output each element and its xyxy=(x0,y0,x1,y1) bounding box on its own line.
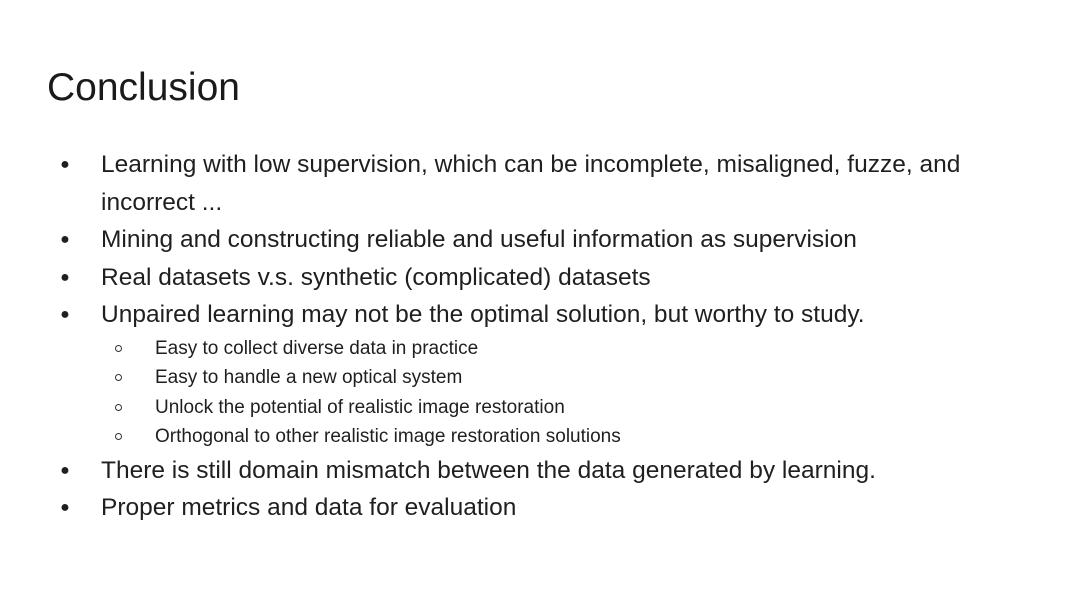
sub-bullet-text: Easy to handle a new optical system xyxy=(155,367,463,388)
sub-bullet-item xyxy=(0,363,1080,393)
bullet-text: Real datasets v.s. synthetic (complicated) datasets xyxy=(101,263,651,291)
filled-circle-bullet-icon: ● xyxy=(60,268,70,286)
sub-bullet-text: Orthogonal to other realistic image restoration solutions xyxy=(155,426,621,447)
filled-circle-bullet-icon: ● xyxy=(60,156,70,173)
bullet-item xyxy=(0,146,1080,221)
bullet-text: There is still domain mismatch between the data generated by learning. xyxy=(101,456,876,484)
bullet-item xyxy=(0,489,1080,527)
sub-bullet-item xyxy=(0,334,1080,364)
bullet-item xyxy=(0,221,1080,259)
bullet-item xyxy=(0,259,1080,297)
filled-circle-bullet-icon: ● xyxy=(60,306,70,323)
bullet-list xyxy=(0,146,1080,527)
hollow-circle-bullet-icon xyxy=(115,404,122,411)
bullet-text: Unpaired learning may not be the optimal solution, but worthy to study. xyxy=(101,301,865,328)
bullet-item xyxy=(0,296,1080,334)
bullet-text: Mining and constructing reliable and useful information as supervision xyxy=(101,226,857,253)
filled-circle-bullet-icon: ● xyxy=(60,499,70,516)
sub-bullet-list xyxy=(0,334,1080,452)
hollow-circle-bullet-icon xyxy=(115,345,122,352)
sub-bullet-text: Unlock the potential of realistic image restoration xyxy=(155,396,565,418)
filled-circle-bullet-icon: ● xyxy=(60,231,70,248)
bullet-text: Proper metrics and data for evaluation xyxy=(101,494,517,521)
hollow-circle-bullet-icon xyxy=(115,433,122,440)
hollow-circle-bullet-icon xyxy=(115,374,122,381)
filled-circle-bullet-icon: ● xyxy=(60,461,70,479)
sub-bullet-group xyxy=(0,334,1080,452)
bullet-item xyxy=(0,452,1080,490)
sub-bullet-text: Easy to collect diverse data in practice xyxy=(155,337,479,359)
bullet-text: Learning with low supervision, which can be incomplete, misaligned, fuzze, and incorrect ... xyxy=(101,151,961,216)
sub-bullet-item xyxy=(0,393,1080,423)
slide-title: Conclusion xyxy=(47,66,240,109)
sub-bullet-item xyxy=(0,422,1080,452)
